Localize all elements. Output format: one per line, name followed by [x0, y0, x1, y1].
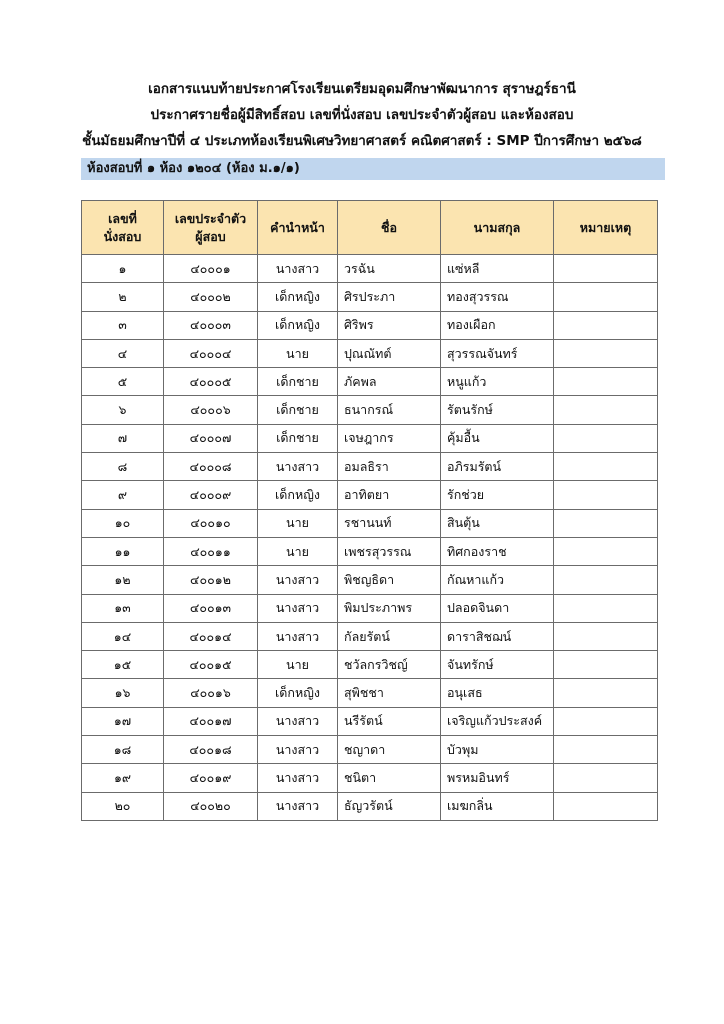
cell-prefix: นางสาว [258, 707, 338, 735]
cell-last-name: บัวพุม [441, 736, 554, 764]
cell-first-name: กัลยรัตน์ [338, 622, 441, 650]
cell-seat-number: ๑๖ [82, 679, 164, 707]
cell-candidate-id: ๔๐๐๐๖ [164, 396, 258, 424]
cell-candidate-id: ๔๐๐๐๙ [164, 481, 258, 509]
cell-seat-number: ๑๓ [82, 594, 164, 622]
cell-prefix: นางสาว [258, 764, 338, 792]
cell-first-name: ศิริพร [338, 311, 441, 339]
cell-last-name: จันทรักษ์ [441, 651, 554, 679]
cell-seat-number: ๙ [82, 481, 164, 509]
cell-prefix: นาย [258, 651, 338, 679]
table-row [82, 764, 658, 792]
cell-seat-number: ๒ [82, 283, 164, 311]
cell-first-name: อมลธิรา [338, 453, 441, 481]
cell-seat-number: ๑๙ [82, 764, 164, 792]
cell-seat-number: ๗ [82, 424, 164, 452]
document-header [0, 76, 724, 154]
cell-candidate-id: ๔๐๐๐๕ [164, 368, 258, 396]
cell-note [554, 679, 658, 707]
cell-prefix: นางสาว [258, 622, 338, 650]
cell-seat-number: ๑๔ [82, 622, 164, 650]
cell-candidate-id: ๔๐๐๑๔ [164, 622, 258, 650]
cell-prefix: นางสาว [258, 792, 338, 820]
table-row [82, 736, 658, 764]
header-candidate-id-line1: เลขประจำตัว [174, 210, 247, 226]
header-last-name: นามสกุล [441, 201, 554, 255]
header-title-line-2: ประกาศรายชื่อผู้มีสิทธิ์สอบ เลขที่นั่งสอบ เลขประจำตัวผู้สอบ และห้องสอบ [150, 107, 574, 123]
cell-last-name: คุ้มอื้น [441, 424, 554, 452]
candidate-table [81, 200, 658, 821]
cell-candidate-id: ๔๐๐๑๗ [164, 707, 258, 735]
cell-prefix: เด็กชาย [258, 368, 338, 396]
cell-seat-number: ๓ [82, 311, 164, 339]
table-row [82, 453, 658, 481]
cell-candidate-id: ๔๐๐๐๗ [164, 424, 258, 452]
cell-seat-number: ๑๘ [82, 736, 164, 764]
table-row [82, 622, 658, 650]
cell-seat-number: ๑๕ [82, 651, 164, 679]
cell-prefix: เด็กหญิง [258, 679, 338, 707]
header-candidate-id-line2: ผู้สอบ [195, 228, 226, 244]
table-row [82, 792, 658, 820]
cell-seat-number: ๔ [82, 339, 164, 367]
table-row [82, 651, 658, 679]
cell-first-name: ภัคพล [338, 368, 441, 396]
cell-prefix: เด็กหญิง [258, 311, 338, 339]
cell-first-name: สุพิชชา [338, 679, 441, 707]
cell-note [554, 424, 658, 452]
cell-note [554, 339, 658, 367]
cell-candidate-id: ๔๐๐๑๙ [164, 764, 258, 792]
cell-candidate-id: ๔๐๐๐๒ [164, 283, 258, 311]
cell-note [554, 764, 658, 792]
cell-prefix: นางสาว [258, 255, 338, 283]
cell-first-name: เพชรสุวรรณ [338, 537, 441, 565]
header-title-line-1: เอกสารแนบท้ายประกาศโรงเรียนเตรียมอุดมศึกษาพัฒนาการ สุราษฎร์ธานี [148, 81, 576, 97]
table-row [82, 509, 658, 537]
header-seat-number-line1: เลขที่ [108, 210, 137, 226]
cell-last-name: อนุเสธ [441, 679, 554, 707]
cell-candidate-id: ๔๐๐๐๑ [164, 255, 258, 283]
cell-note [554, 283, 658, 311]
cell-candidate-id: ๔๐๐๑๖ [164, 679, 258, 707]
cell-first-name: ชญาดา [338, 736, 441, 764]
cell-prefix: เด็กชาย [258, 396, 338, 424]
cell-seat-number: ๑ [82, 255, 164, 283]
cell-note [554, 481, 658, 509]
cell-candidate-id: ๔๐๐๑๒ [164, 566, 258, 594]
cell-first-name: อาทิตยา [338, 481, 441, 509]
cell-note [554, 736, 658, 764]
cell-note [554, 537, 658, 565]
table-row [82, 481, 658, 509]
table-row [82, 679, 658, 707]
header-seat-number [82, 201, 164, 255]
cell-seat-number: ๑๗ [82, 707, 164, 735]
cell-last-name: กัณหาแก้ว [441, 566, 554, 594]
table-header-row [82, 201, 658, 255]
cell-prefix: เด็กหญิง [258, 283, 338, 311]
cell-last-name: ทิศกองราช [441, 537, 554, 565]
cell-first-name: พิชญธิดา [338, 566, 441, 594]
cell-seat-number: ๘ [82, 453, 164, 481]
cell-first-name: ปุณณัทต์ [338, 339, 441, 367]
cell-prefix: นางสาว [258, 566, 338, 594]
cell-last-name: รักช่วย [441, 481, 554, 509]
cell-first-name: ชนิตา [338, 764, 441, 792]
cell-candidate-id: ๔๐๐๑๐ [164, 509, 258, 537]
cell-note [554, 594, 658, 622]
cell-last-name: ดาราสิชฌน์ [441, 622, 554, 650]
cell-candidate-id: ๔๐๐๐๘ [164, 453, 258, 481]
cell-seat-number: ๖ [82, 396, 164, 424]
cell-first-name: ศิรประภา [338, 283, 441, 311]
cell-first-name: นรีรัตน์ [338, 707, 441, 735]
cell-last-name: แซ่หลี [441, 255, 554, 283]
cell-seat-number: ๒๐ [82, 792, 164, 820]
cell-note [554, 707, 658, 735]
cell-last-name: หนูแก้ว [441, 368, 554, 396]
cell-seat-number: ๑๒ [82, 566, 164, 594]
cell-prefix: นางสาว [258, 736, 338, 764]
cell-prefix: นาย [258, 339, 338, 367]
cell-last-name: เมฆกลิ่น [441, 792, 554, 820]
header-note: หมายเหตุ [554, 201, 658, 255]
header-first-name: ชื่อ [338, 201, 441, 255]
cell-note [554, 509, 658, 537]
table-row [82, 339, 658, 367]
cell-candidate-id: ๔๐๐๑๓ [164, 594, 258, 622]
cell-candidate-id: ๔๐๐๒๐ [164, 792, 258, 820]
cell-last-name: รัตนรักษ์ [441, 396, 554, 424]
header-seat-number-line2: นั่งสอบ [103, 228, 142, 244]
cell-last-name: อภิรมรัตน์ [441, 453, 554, 481]
table-row [82, 311, 658, 339]
cell-seat-number: ๕ [82, 368, 164, 396]
cell-prefix: นางสาว [258, 594, 338, 622]
cell-first-name: พิมประภาพร [338, 594, 441, 622]
cell-prefix: นาย [258, 509, 338, 537]
cell-prefix: นาย [258, 537, 338, 565]
table-row [82, 424, 658, 452]
cell-candidate-id: ๔๐๐๑๘ [164, 736, 258, 764]
cell-candidate-id: ๔๐๐๐๓ [164, 311, 258, 339]
table-row [82, 594, 658, 622]
cell-last-name: เจริญแก้วประสงค์ [441, 707, 554, 735]
cell-seat-number: ๑๑ [82, 537, 164, 565]
cell-first-name: รชานนท์ [338, 509, 441, 537]
table-row [82, 537, 658, 565]
header-prefix: คำนำหน้า [258, 201, 338, 255]
cell-candidate-id: ๔๐๐๑๕ [164, 651, 258, 679]
cell-first-name: ชวัลกรวิชญ์ [338, 651, 441, 679]
cell-note [554, 792, 658, 820]
header-title-line-3: ชั้นมัธยมศึกษาปีที่ ๔ ประเภทห้องเรียนพิเศษวิทยาศาสตร์ คณิตศาสตร์ : SMP ปีการศึกษา ๒๕๖๘ [82, 133, 642, 149]
cell-note [554, 311, 658, 339]
cell-seat-number: ๑๐ [82, 509, 164, 537]
header-candidate-id [164, 201, 258, 255]
table-row [82, 283, 658, 311]
cell-last-name: ปลอดจินดา [441, 594, 554, 622]
cell-prefix: เด็กชาย [258, 424, 338, 452]
table-row [82, 368, 658, 396]
cell-last-name: พรหมอินทร์ [441, 764, 554, 792]
cell-last-name: สุวรรณจันทร์ [441, 339, 554, 367]
table-row [82, 396, 658, 424]
cell-note [554, 622, 658, 650]
cell-first-name: เจษฎากร [338, 424, 441, 452]
cell-prefix: เด็กหญิง [258, 481, 338, 509]
cell-note [554, 368, 658, 396]
cell-last-name: ทองเผือก [441, 311, 554, 339]
cell-candidate-id: ๔๐๐๐๔ [164, 339, 258, 367]
cell-prefix: นางสาว [258, 453, 338, 481]
cell-note [554, 651, 658, 679]
table-row [82, 255, 658, 283]
exam-room-banner: ห้องสอบที่ ๑ ห้อง ๑๒๐๔ (ห้อง ม.๑/๑) [81, 158, 665, 180]
cell-candidate-id: ๔๐๐๑๑ [164, 537, 258, 565]
table-row [82, 707, 658, 735]
cell-note [554, 396, 658, 424]
cell-last-name: สินตุ้น [441, 509, 554, 537]
table-body [82, 255, 658, 821]
cell-first-name: ธนากรณ์ [338, 396, 441, 424]
table-row [82, 566, 658, 594]
cell-first-name: ธัญวรัตน์ [338, 792, 441, 820]
cell-last-name: ทองสุวรรณ [441, 283, 554, 311]
cell-first-name: วรฉัน [338, 255, 441, 283]
cell-note [554, 566, 658, 594]
cell-note [554, 453, 658, 481]
cell-note [554, 255, 658, 283]
